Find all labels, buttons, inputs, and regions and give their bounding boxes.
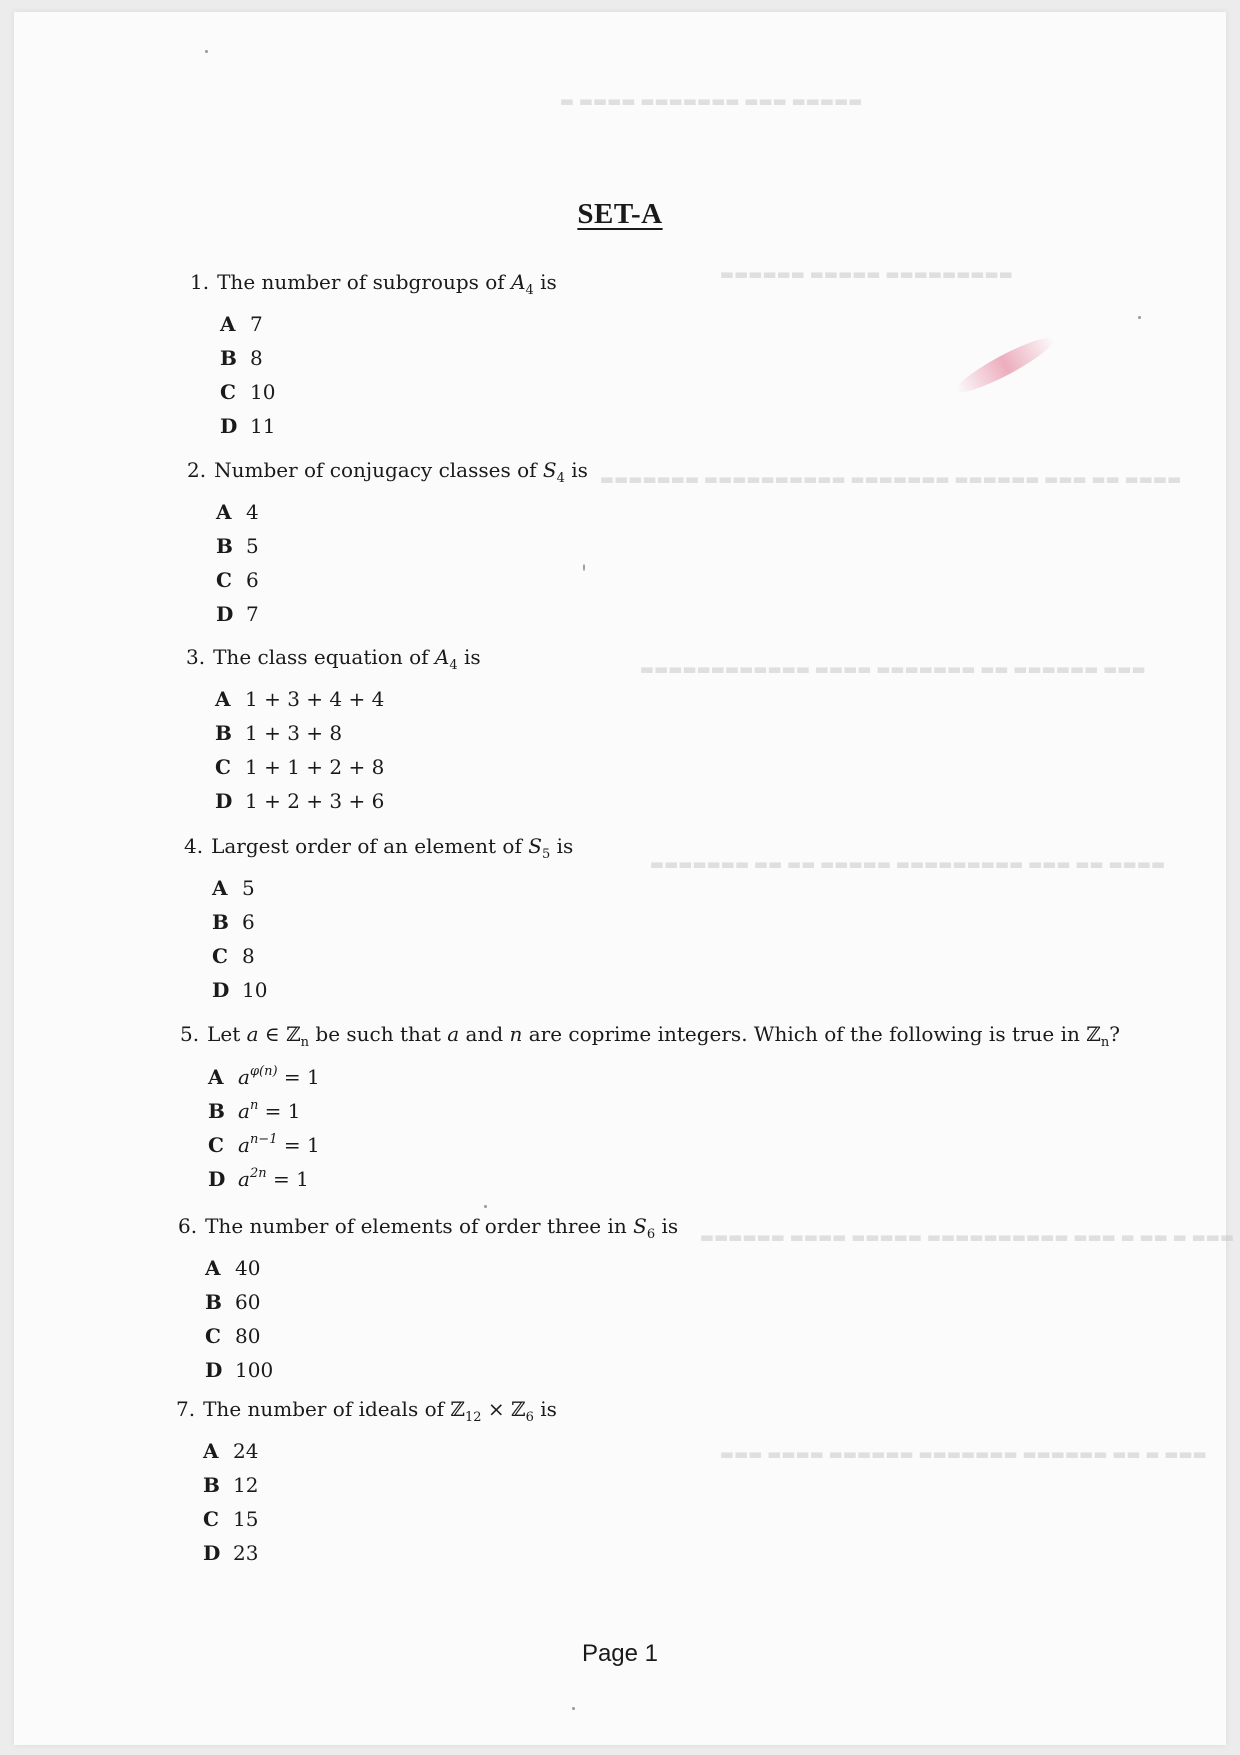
option-rhs: = 1 (266, 1167, 309, 1191)
option-letter: D (205, 1358, 223, 1382)
option-text: 100 (235, 1358, 274, 1382)
question-text: is (564, 458, 588, 482)
bleed-through-text: ▬▬▬ ▬ ▬▬ ▬ ▬▬▬ ▬▬▬▬▬▬▬▬▬▬ ▬▬▬▬▬ ▬▬▬▬ ▬▬▬▬▬▬ (700, 1228, 1235, 1246)
answer-option[interactable] (208, 1064, 320, 1089)
question-text: S (633, 1214, 647, 1238)
dust-speck (484, 1205, 487, 1208)
option-base: a (238, 1065, 250, 1089)
option-text: 5 (242, 876, 255, 900)
option-letter: A (205, 1256, 221, 1280)
option-text: 8 (242, 944, 255, 968)
option-letter: C (212, 944, 228, 968)
question-text: a (447, 1022, 460, 1046)
question-text: The number of subgroups of (217, 270, 512, 294)
option-letter: D (203, 1541, 221, 1565)
option-text: 24 (233, 1439, 259, 1463)
option-letter: D (220, 414, 238, 438)
option-letter: A (220, 312, 236, 336)
option-text: 60 (235, 1290, 261, 1314)
page-number: Page 1 (581, 1640, 659, 1667)
question-text: 6 (525, 1410, 534, 1425)
answer-option[interactable] (212, 910, 255, 934)
bleed-through-text: ▬▬▬ ▬▬▬▬▬▬ ▬▬ ▬▬▬▬▬▬▬ ▬▬▬▬ ▬▬▬▬▬▬▬▬▬▬▬▬ (640, 660, 1146, 678)
answer-option[interactable] (205, 1256, 260, 1280)
question-text: a (246, 1022, 259, 1046)
question-text: be such that (309, 1022, 448, 1046)
option-letter: C (220, 380, 236, 404)
answer-option[interactable] (208, 1132, 320, 1157)
question-stem (187, 458, 588, 486)
option-letter: A (208, 1065, 224, 1089)
answer-option[interactable] (203, 1507, 258, 1531)
question-number: 6. (178, 1214, 198, 1238)
option-text: 10 (250, 380, 276, 404)
option-letter: C (208, 1133, 224, 1157)
option-letter: B (205, 1290, 222, 1314)
option-letter: D (216, 602, 234, 626)
option-text: 1 + 1 + 2 + 8 (245, 755, 385, 779)
question-stem (176, 1397, 557, 1425)
option-text: 12 (233, 1473, 259, 1497)
question-number: 2. (187, 458, 207, 482)
question-text: The number of ideals of ℤ (203, 1397, 465, 1421)
option-letter: D (212, 978, 230, 1002)
question-text: n (1100, 1035, 1110, 1050)
option-letter: C (203, 1507, 219, 1531)
option-text: 8 (250, 346, 263, 370)
question-number: 5. (180, 1022, 200, 1046)
option-text: 7 (246, 602, 259, 626)
question-text: is (533, 1397, 557, 1421)
option-text: 40 (235, 1256, 261, 1280)
answer-option[interactable] (216, 534, 259, 558)
option-text: 1 + 2 + 3 + 6 (245, 789, 385, 813)
bleed-through-text: ▬▬▬▬▬▬▬▬▬ ▬▬▬▬▬ ▬▬▬▬▬▬ (720, 265, 1013, 283)
question-text: 4 (556, 471, 565, 486)
answer-option[interactable] (220, 380, 275, 404)
option-letter: B (203, 1473, 220, 1497)
question-stem (184, 834, 573, 862)
option-exponent: n (249, 1098, 259, 1113)
option-letter: A (212, 876, 228, 900)
question-stem (180, 1022, 1120, 1050)
dust-speck (572, 1707, 575, 1710)
question-number: 4. (184, 834, 204, 858)
bleed-through-text: ▬▬▬▬ ▬▬ ▬▬▬ ▬▬▬▬▬▬ ▬▬▬▬▬▬▬ ▬▬▬▬▬▬▬▬▬▬ ▬▬▬▬▬▬▬ (600, 470, 1182, 488)
question-text: 5 (541, 847, 551, 862)
answer-option[interactable] (208, 1166, 309, 1191)
question-text: 4 (449, 658, 458, 673)
question-text: 6 (646, 1227, 656, 1242)
answer-option[interactable] (220, 346, 263, 370)
answer-option[interactable] (215, 789, 384, 813)
option-letter: B (208, 1099, 225, 1123)
answer-option[interactable] (215, 687, 384, 711)
dust-speck (205, 50, 208, 53)
bleed-through-text: ▬▬▬▬▬ ▬▬▬ ▬▬▬▬▬▬▬ ▬▬▬▬ ▬ (560, 92, 863, 110)
option-rhs: = 1 (277, 1065, 320, 1089)
question-number: 1. (190, 270, 210, 294)
option-text: 1 + 3 + 4 + 4 (245, 687, 385, 711)
answer-option[interactable] (216, 602, 259, 626)
option-letter: C (216, 568, 232, 592)
answer-option[interactable] (203, 1541, 258, 1565)
question-text: are coprime integers. Which of the following is true in ℤ (522, 1022, 1101, 1046)
option-text: 15 (233, 1507, 259, 1531)
question-stem (190, 270, 557, 298)
option-text: 1 + 3 + 8 (245, 721, 343, 745)
option-letter: B (216, 534, 233, 558)
answer-option[interactable] (205, 1358, 273, 1382)
option-letter: A (216, 500, 232, 524)
option-exponent: φ(n) (249, 1064, 278, 1079)
answer-option[interactable] (212, 876, 255, 900)
question-text: ∈ ℤ (258, 1022, 301, 1046)
question-stem (178, 1214, 678, 1242)
option-text: 80 (235, 1324, 261, 1348)
answer-option[interactable] (220, 414, 275, 438)
question-text: A (434, 645, 450, 669)
option-base: a (238, 1167, 250, 1191)
bleed-through-text: ▬▬▬▬ ▬▬ ▬▬▬ ▬▬▬▬▬▬▬▬▬ ▬▬▬▬▬ ▬▬ ▬▬ ▬▬▬▬▬▬▬ (650, 855, 1166, 873)
option-letter: B (220, 346, 237, 370)
answer-option[interactable] (220, 312, 263, 336)
option-letter: A (203, 1439, 219, 1463)
question-text: is (655, 1214, 679, 1238)
option-text: 10 (242, 978, 268, 1002)
question-text: S (528, 834, 542, 858)
option-letter: B (215, 721, 232, 745)
question-stem (186, 645, 481, 673)
option-letter: D (215, 789, 233, 813)
question-number: 3. (186, 645, 206, 669)
question-text: n (509, 1022, 523, 1046)
question-text: 12 (464, 1410, 482, 1425)
question-text: Let (207, 1022, 247, 1046)
answer-option[interactable] (205, 1324, 260, 1348)
question-text: The number of elements of order three in (205, 1214, 634, 1238)
answer-option[interactable] (203, 1439, 258, 1463)
question-text: Number of conjugacy classes of (214, 458, 543, 482)
question-number: 7. (176, 1397, 196, 1421)
question-text: Largest order of an element of (211, 834, 529, 858)
answer-option[interactable] (205, 1290, 260, 1314)
option-letter: C (215, 755, 231, 779)
option-text: 7 (250, 312, 263, 336)
option-letter: D (208, 1167, 226, 1191)
answer-option[interactable] (212, 978, 267, 1002)
answer-option[interactable] (216, 568, 259, 592)
option-text: 11 (250, 414, 276, 438)
answer-option[interactable] (212, 944, 255, 968)
question-text: 4 (525, 283, 534, 298)
option-text: 6 (246, 568, 259, 592)
option-rhs: = 1 (277, 1133, 320, 1157)
question-text: S (542, 458, 557, 482)
answer-option[interactable] (215, 721, 342, 745)
question-text: × ℤ (481, 1397, 526, 1421)
page-title: SET-A (577, 198, 663, 230)
option-letter: B (212, 910, 229, 934)
question-text: is (457, 645, 481, 669)
dust-speck (583, 564, 585, 571)
question-text: is (550, 834, 574, 858)
question-text: A (511, 270, 526, 294)
option-exponent: 2n (249, 1166, 267, 1181)
answer-option[interactable] (208, 1098, 301, 1123)
question-text: is (533, 270, 557, 294)
question-text: n (300, 1035, 310, 1050)
dust-speck (1138, 316, 1141, 319)
option-base: a (238, 1133, 250, 1157)
option-letter: C (205, 1324, 221, 1348)
option-exponent: n−1 (249, 1132, 278, 1147)
option-base: a (238, 1099, 250, 1123)
answer-option[interactable] (216, 500, 259, 524)
question-text: and (459, 1022, 510, 1046)
question-text: ? (1109, 1022, 1120, 1046)
bleed-through-text: ▬▬▬ ▬ ▬▬ ▬▬▬▬▬▬ ▬▬▬▬▬▬▬ ▬▬▬▬▬▬ ▬▬▬▬ ▬▬▬ (720, 1445, 1207, 1463)
option-rhs: = 1 (258, 1099, 301, 1123)
answer-option[interactable] (203, 1473, 258, 1497)
option-letter: A (215, 687, 231, 711)
option-text: 23 (233, 1541, 259, 1565)
option-text: 4 (246, 500, 259, 524)
option-text: 5 (246, 534, 259, 558)
option-text: 6 (242, 910, 255, 934)
question-text: The class equation of (213, 645, 435, 669)
answer-option[interactable] (215, 755, 384, 779)
